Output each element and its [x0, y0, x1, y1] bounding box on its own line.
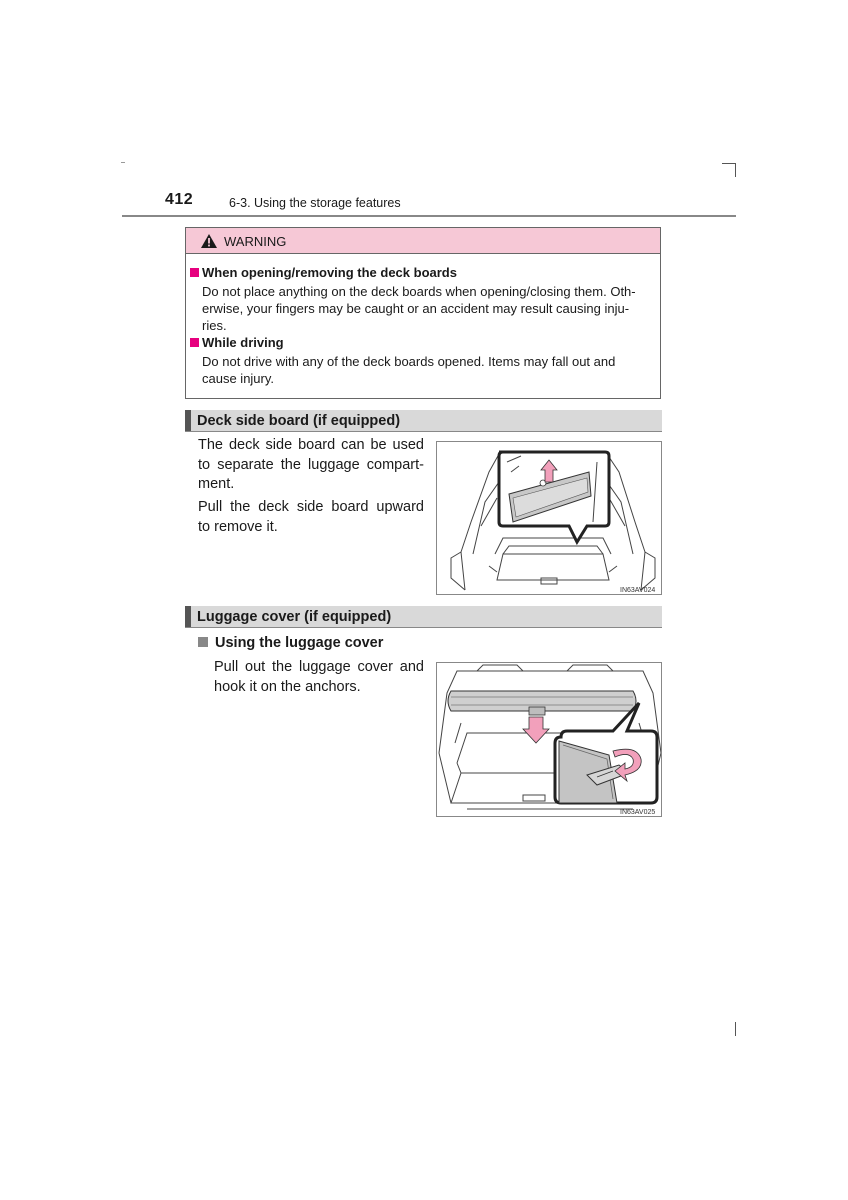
warning-item-2-text: Do not drive with any of the deck boards opened. Items may fall out and cause injury. [202, 354, 616, 386]
warning-title: WARNING [224, 234, 287, 249]
page-number: 412 [165, 191, 194, 208]
deck-side-board-figure [436, 441, 662, 595]
luggage-cover-figure [436, 662, 662, 817]
gray-square-icon [198, 637, 208, 647]
section-reference: 6-3. Using the storage features [229, 196, 401, 210]
warning-header [186, 228, 660, 254]
warning-item-2-heading: While driving [190, 335, 284, 350]
warning-triangle-icon [200, 233, 218, 249]
figure-code: IN63AV025 [620, 809, 656, 816]
deck-side-board-illustration [437, 442, 662, 595]
crop-mark-bottom-right [735, 1022, 736, 1036]
luggage-cover-instruction: Pull out the luggage cover and hook it on the anchors. [214, 659, 424, 695]
deck-side-board-instruction: Pull the deck side board upward to remove it. [198, 499, 424, 535]
section-title-luggage-cover: Luggage cover (if equipped) [197, 609, 392, 625]
section-title-deck-side-board: Deck side board (if equipped) [197, 413, 401, 429]
magenta-square-icon [190, 338, 199, 347]
luggage-cover-subheading: Using the luggage cover [198, 635, 383, 651]
header-rule [122, 215, 736, 217]
section-bar-marker [185, 606, 191, 627]
warning-item-1-text: Do not place anything on the deck boards when opening/closing them. Oth- erwise, your fingers may be caught or an accident may result causing inju- ries. [202, 284, 636, 333]
section-bar-marker [185, 410, 191, 431]
warning-item-1-heading: When opening/removing the deck boards [190, 265, 457, 280]
section-bar-luggage-cover [185, 606, 662, 628]
figure-code: IN63AV024 [620, 587, 656, 594]
luggage-cover-illustration [437, 663, 662, 817]
crop-mark-top-right [722, 163, 736, 164]
warning-box [185, 227, 661, 399]
crop-mark-top-left [121, 162, 125, 163]
section-bar-deck-side-board [185, 410, 662, 432]
crop-mark-top-right-vertical [735, 163, 736, 177]
deck-side-board-description: The deck side board can be used to separate the luggage compart- ment. [198, 437, 424, 492]
magenta-square-icon [190, 268, 199, 277]
